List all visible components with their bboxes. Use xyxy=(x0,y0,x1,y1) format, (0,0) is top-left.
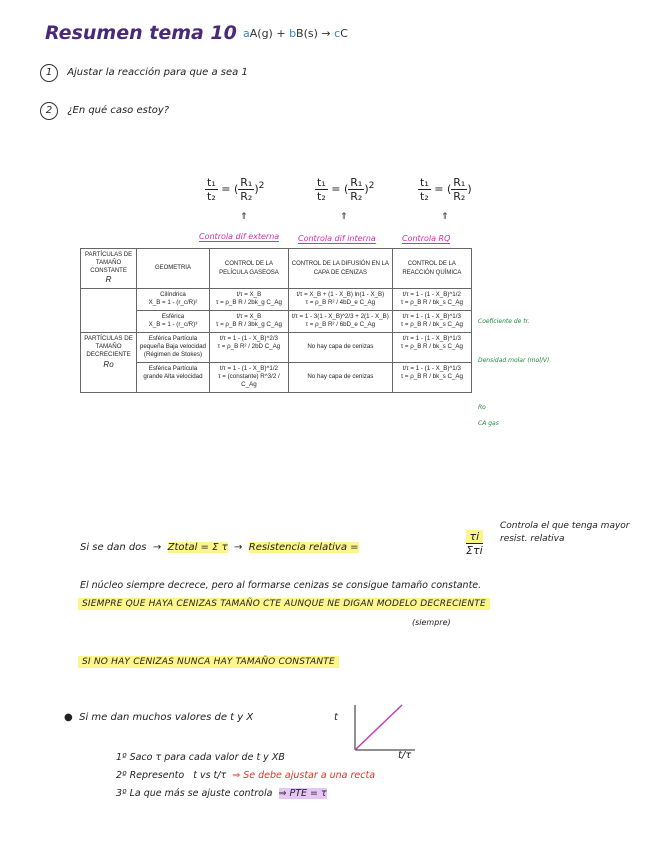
substep-num: 2º xyxy=(116,770,127,781)
relative-resistance-fraction xyxy=(466,530,483,557)
table-cell xyxy=(392,332,471,362)
coef-b: b xyxy=(289,27,297,40)
annotation-ca: CA gas xyxy=(478,420,499,427)
plot-line xyxy=(355,705,402,750)
group1-note: R xyxy=(105,275,112,285)
gas-eq: t/τ = 1 - (1 - X_B)^1/2 xyxy=(219,364,278,372)
table-header-row xyxy=(81,249,472,289)
step-number-2: 2 xyxy=(40,102,58,120)
table-header: CONTROL DE LA DIFUSIÓN EN LA CAPA DE CENIZAS xyxy=(289,249,393,289)
ratio-1-rden: R₂ xyxy=(240,190,253,203)
substep-text: La que más se ajuste controla xyxy=(129,788,273,799)
ash-eq: t/τ = 1 - 3(1 - X_B)^2/3 + 2(1 - X_B) xyxy=(291,312,389,320)
step-2 xyxy=(40,102,169,120)
total-resistance: Ztotal = Σ τ xyxy=(167,542,228,553)
species-B: B(s) xyxy=(296,27,318,40)
substep-text: Saco τ para cada valor de t y XB xyxy=(129,752,285,763)
ash-eq: t/τ = X_B + (1 - X_B) ln(1 - X_B) xyxy=(296,291,385,299)
page-title: Resumen tema 10 xyxy=(45,22,237,44)
fraction-numerator: τi xyxy=(466,530,483,544)
rq-tau: τ = ρ_B R / bk_s C_Ag xyxy=(400,299,463,307)
plus-sign: + xyxy=(276,27,286,40)
rq-eq: t/τ = 1 - (1 - X_B)^1/3 xyxy=(402,334,461,342)
step-number-1: 1 xyxy=(40,64,58,82)
ratio-2-exp: 2 xyxy=(368,179,375,191)
gas-eq: t/τ = 1 - (1 - X_B)^2/3 xyxy=(219,334,278,342)
summary-line xyxy=(80,542,359,553)
reaction-arrow: → xyxy=(321,27,331,40)
gas-tau: τ = ρ_B R / 2bk_g C_Ag xyxy=(215,299,282,307)
ratio-3-den: t₂ xyxy=(420,190,429,203)
ratio-2-num: t₁ xyxy=(317,176,326,189)
substep-extra: t vs t/τ xyxy=(193,770,227,781)
ratio-1-exp: 2 xyxy=(258,179,265,191)
substep-1 xyxy=(116,752,285,763)
ratio-2: $\frac{\text{t₁}}{\text{t₂}}$ = ( $\frac{\text{R₁}}{\text{R₂}}$ )$^2$ xyxy=(317,176,375,203)
rq-eq: t/τ = 1 - (1 - X_B)^1/3 xyxy=(402,312,461,320)
highlight-cenizas: SIEMPRE QUE HAYA CENIZAS TAMAÑO CTE AUNQUE NE DIGAN MODELO DECRECIENTE xyxy=(78,598,490,610)
up-arrow-icon: ⇑ xyxy=(340,212,348,222)
gas-eq: t/τ = X_B xyxy=(236,291,262,299)
table-cell xyxy=(392,362,471,392)
ratio-3-num: t₁ xyxy=(420,176,429,189)
control-label-rq: Controla RQ xyxy=(402,234,451,243)
bullet-text: Si me dan muchos valores de t y X xyxy=(79,712,254,723)
summary-prefix: Si se dan dos xyxy=(80,542,147,553)
ratio-1-den: t₂ xyxy=(207,190,216,203)
annotation-coef: Coeficiente de tr. xyxy=(478,318,530,325)
annotation-ro: Ro xyxy=(478,404,486,411)
shrinking-core-table xyxy=(80,248,472,393)
ratio-1-rnum: R₁ xyxy=(240,176,253,189)
table-cell-empty xyxy=(81,289,137,332)
ratio-2-rden: R₂ xyxy=(350,190,363,203)
substep-note: ⇒ Se debe ajustar a una recta xyxy=(232,770,376,781)
table-cell xyxy=(392,310,471,332)
table-cell: No hay capa de cenizas xyxy=(289,362,393,392)
table-header: CONTROL DE LA PELÍCULA GASEOSA xyxy=(209,249,288,289)
geo-eq: X_B = 1 - (r_c/R)² xyxy=(148,299,198,307)
table-cell: Esférica Partícula grande Alta velocidad xyxy=(137,362,210,392)
geo-name: Cilíndrica xyxy=(160,291,186,299)
substep-text: Represento xyxy=(129,770,185,781)
rq-tau: τ = ρ_B R / bk_s C_Ag xyxy=(400,321,463,329)
nucleus-note: El núcleo siempre decrece, pero al formarse cenizas se consigue tamaño constante. xyxy=(80,580,482,591)
rq-eq: t/τ = 1 - (1 - X_B)^1/3 xyxy=(402,364,461,372)
bullet-item xyxy=(64,712,253,723)
table-cell xyxy=(209,310,288,332)
ratio-3: $\frac{\text{t₁}}{\text{t₂}}$ = ( $\frac{\text{R₁}}{\text{R₂}}$ ) xyxy=(420,176,472,203)
gas-tau: τ = ρ_B R / 3bk_g C_Ag xyxy=(215,321,282,329)
coef-a: a xyxy=(243,27,250,40)
rq-tau: τ = ρ_B R / bk_s C_Ag xyxy=(400,372,463,380)
substep-note: ⇒ PTE = τ xyxy=(278,788,327,799)
header-group1: PARTÍCULAS DE TAMAÑO CONSTANTE xyxy=(84,252,133,275)
group2-note: Ro xyxy=(103,359,114,369)
group2-label: PARTÍCULAS DE TAMAÑO DECRECIENTE xyxy=(84,334,133,359)
control-label-external: Controla dif externa xyxy=(199,232,280,241)
species-A: A(g) xyxy=(249,27,273,40)
substep-num: 1º xyxy=(116,752,127,763)
arrow-icon: → xyxy=(149,542,165,553)
bullet-icon: ● xyxy=(64,712,80,723)
plot-x-label: t/τ xyxy=(398,750,412,761)
table-cell xyxy=(289,289,393,311)
table-header: CONTROL DE LA REACCIÓN QUÍMICA xyxy=(392,249,471,289)
table-cell xyxy=(81,332,137,392)
rq-eq: t/τ = 1 - (1 - X_B)^1/2 xyxy=(402,291,461,299)
table-header xyxy=(81,249,137,289)
annotation-density: Densidad molar (mol/V) xyxy=(478,357,550,364)
ash-tau: τ = ρ_B R² / 4bD_e C_Ag xyxy=(305,299,376,307)
gas-tau: τ = (constante) R^3/2 / C_Ag xyxy=(218,372,280,389)
table-cell xyxy=(137,289,210,311)
table-row xyxy=(81,289,472,311)
step-text-2: ¿En qué caso estoy? xyxy=(67,105,170,116)
table-cell: Esférica Partícula pequeña Baja velocidad (Régimen de Stokes) xyxy=(137,332,210,362)
highlight-sub: (siempre) xyxy=(412,618,451,627)
substep-3 xyxy=(116,788,327,799)
table-row xyxy=(81,362,472,392)
step-1 xyxy=(40,64,248,82)
up-arrow-icon: ⇑ xyxy=(240,212,248,222)
fraction-denominator: Στi xyxy=(466,544,483,557)
table-cell xyxy=(392,289,471,311)
arrow-icon: → xyxy=(230,542,246,553)
ratio-3-rnum: R₁ xyxy=(453,176,466,189)
geo-name: Esférica xyxy=(161,312,185,320)
highlight-no-cenizas: SI NO HAY CENIZAS NUNCA HAY TAMAÑO CONSTANTE xyxy=(78,656,339,668)
ash-tau: τ = ρ_B R² / 6bD_e C_Ag xyxy=(305,321,376,329)
ratio-2-rnum: R₁ xyxy=(350,176,363,189)
rq-tau: τ = ρ_B R / bk_s C_Ag xyxy=(400,342,463,350)
table-cell xyxy=(209,362,288,392)
linear-plot xyxy=(340,700,430,762)
ratio-3-rden: R₂ xyxy=(453,190,466,203)
ratio-2-den: t₂ xyxy=(317,190,326,203)
table-cell xyxy=(209,332,288,362)
control-label-internal: Controla dif interna xyxy=(298,234,376,243)
table-header: GEOMETRIA xyxy=(137,249,210,289)
ratio-1: $\frac{\text{t₁}}{\text{t₂}}$ = ( $\frac{\text{R₁}}{\text{R₂}}$ )$^2$ xyxy=(207,176,265,203)
table-cell xyxy=(137,310,210,332)
substep-2 xyxy=(116,770,375,781)
gas-eq: t/τ = X_B xyxy=(236,312,262,320)
reaction-equation xyxy=(243,27,348,40)
relative-resistance-label: Resistencia relativa = xyxy=(248,542,359,553)
substep-num: 3º xyxy=(116,788,127,799)
control-note: Controla el que tenga mayor resist. relativa xyxy=(500,521,630,544)
table-row xyxy=(81,332,472,362)
species-C: C xyxy=(340,27,348,40)
table-cell: No hay capa de cenizas xyxy=(289,332,393,362)
gas-tau: τ = ρ_B R² / 2bD C_Ag xyxy=(217,342,281,350)
table-cell xyxy=(209,289,288,311)
up-arrow-icon: ⇑ xyxy=(441,212,449,222)
coef-c: c xyxy=(334,27,341,40)
step-text-1: Ajustar la reacción para que a sea 1 xyxy=(67,67,248,78)
plot-y-label: t xyxy=(334,712,338,723)
ratio-1-num: t₁ xyxy=(207,176,216,189)
table-cell xyxy=(289,310,393,332)
geo-eq: X_B = 1 - (r_c/R)³ xyxy=(148,321,198,329)
table-row xyxy=(81,310,472,332)
